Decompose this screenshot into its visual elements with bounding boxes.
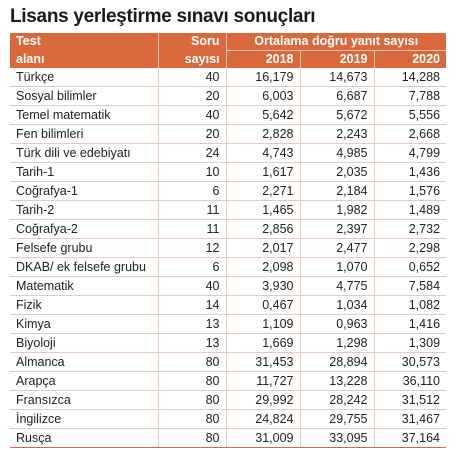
cell-2019: 29,755 (300, 410, 374, 429)
table-row (10, 429, 446, 448)
results-table (10, 33, 446, 448)
cell-soru: 40 (158, 68, 226, 87)
cell-test-name: Biyoloji (10, 334, 158, 353)
cell-2018: 31,453 (226, 353, 300, 372)
cell-2020: 2,668 (374, 125, 446, 144)
cell-soru: 6 (158, 258, 226, 277)
table-row (10, 391, 446, 410)
table-row (10, 296, 446, 315)
cell-2020: 1,416 (374, 315, 446, 334)
table-row (10, 315, 446, 334)
cell-2018: 6,003 (226, 87, 300, 106)
cell-2019: 2,035 (300, 163, 374, 182)
cell-2018: 1,465 (226, 201, 300, 220)
cell-2020: 1,436 (374, 163, 446, 182)
cell-2020: 14,288 (374, 68, 446, 87)
cell-2019: 33,095 (300, 429, 374, 448)
table-row (10, 68, 446, 87)
cell-2020: 7,584 (374, 277, 446, 296)
cell-2018: 4,743 (226, 144, 300, 163)
cell-2020: 1,489 (374, 201, 446, 220)
table-row (10, 334, 446, 353)
cell-test-name: Temel matematik (10, 106, 158, 125)
cell-soru: 11 (158, 201, 226, 220)
cell-soru: 80 (158, 429, 226, 448)
cell-2019: 1,070 (300, 258, 374, 277)
header-soru-line2: sayısı (158, 51, 226, 69)
cell-2020: 7,788 (374, 87, 446, 106)
cell-2018: 16,179 (226, 68, 300, 87)
cell-soru: 12 (158, 239, 226, 258)
cell-test-name: Sosyal bilimler (10, 87, 158, 106)
cell-soru: 6 (158, 182, 226, 201)
header-year-2020: 2020 (374, 51, 446, 69)
cell-soru: 20 (158, 87, 226, 106)
cell-2019: 4,775 (300, 277, 374, 296)
cell-2019: 1,982 (300, 201, 374, 220)
cell-test-name: Fen bilimleri (10, 125, 158, 144)
cell-test-name: DKAB/ ek felsefe grubu (10, 258, 158, 277)
cell-soru: 80 (158, 353, 226, 372)
cell-test-name: Fransızca (10, 391, 158, 410)
cell-test-name: Tarih-1 (10, 163, 158, 182)
cell-2018: 5,642 (226, 106, 300, 125)
cell-2020: 2,732 (374, 220, 446, 239)
cell-2019: 2,397 (300, 220, 374, 239)
cell-test-name: Tarih-2 (10, 201, 158, 220)
cell-2018: 2,271 (226, 182, 300, 201)
cell-2019: 13,228 (300, 372, 374, 391)
cell-soru: 13 (158, 334, 226, 353)
cell-2018: 1,109 (226, 315, 300, 334)
cell-2018: 29,992 (226, 391, 300, 410)
cell-2019: 28,242 (300, 391, 374, 410)
cell-2020: 1,309 (374, 334, 446, 353)
table-row (10, 277, 446, 296)
cell-test-name: Türk dili ve edebiyatı (10, 144, 158, 163)
cell-soru: 24 (158, 144, 226, 163)
header-year-2018: 2018 (226, 51, 300, 69)
cell-2020: 4,799 (374, 144, 446, 163)
table-row (10, 87, 446, 106)
cell-2019: 2,243 (300, 125, 374, 144)
cell-test-name: Türkçe (10, 68, 158, 87)
table-row (10, 353, 446, 372)
cell-2020: 2,298 (374, 239, 446, 258)
cell-2018: 2,098 (226, 258, 300, 277)
page-title: Lisans yerleştirme sınavı sonuçları (10, 6, 316, 27)
cell-test-name: Kimya (10, 315, 158, 334)
cell-soru: 14 (158, 296, 226, 315)
cell-2019: 1,034 (300, 296, 374, 315)
cell-2018: 24,824 (226, 410, 300, 429)
cell-test-name: Matematik (10, 277, 158, 296)
table-row (10, 163, 446, 182)
cell-test-name: Almanca (10, 353, 158, 372)
cell-2020: 36,110 (374, 372, 446, 391)
cell-test-name: İngilizce (10, 410, 158, 429)
cell-soru: 80 (158, 410, 226, 429)
cell-2020: 5,556 (374, 106, 446, 125)
cell-soru: 80 (158, 372, 226, 391)
table-row (10, 201, 446, 220)
header-group: Ortalama doğru yanıt sayısı (226, 33, 446, 51)
cell-soru: 10 (158, 163, 226, 182)
table-row (10, 372, 446, 391)
cell-2018: 2,856 (226, 220, 300, 239)
cell-2019: 14,673 (300, 68, 374, 87)
cell-2018: 31,009 (226, 429, 300, 448)
cell-2020: 31,467 (374, 410, 446, 429)
cell-test-name: Coğrafya-1 (10, 182, 158, 201)
cell-soru: 40 (158, 106, 226, 125)
header-test-line1: Test (10, 33, 158, 51)
cell-2019: 6,687 (300, 87, 374, 106)
table-row (10, 410, 446, 429)
table-row (10, 258, 446, 277)
cell-2019: 1,298 (300, 334, 374, 353)
cell-2020: 1,082 (374, 296, 446, 315)
header-test-line2: alanı (10, 51, 158, 69)
cell-test-name: Rusça (10, 429, 158, 448)
cell-2020: 1,576 (374, 182, 446, 201)
table-row (10, 182, 446, 201)
cell-2018: 2,017 (226, 239, 300, 258)
table-row (10, 239, 446, 258)
header-year-2019: 2019 (300, 51, 374, 69)
cell-2018: 2,828 (226, 125, 300, 144)
cell-soru: 13 (158, 315, 226, 334)
cell-test-name: Coğrafya-2 (10, 220, 158, 239)
cell-2018: 3,930 (226, 277, 300, 296)
cell-2018: 11,727 (226, 372, 300, 391)
table-row (10, 220, 446, 239)
cell-test-name: Fizik (10, 296, 158, 315)
cell-2020: 30,573 (374, 353, 446, 372)
cell-2018: 1,617 (226, 163, 300, 182)
cell-2019: 4,985 (300, 144, 374, 163)
cell-2020: 31,512 (374, 391, 446, 410)
cell-soru: 11 (158, 220, 226, 239)
table-row (10, 106, 446, 125)
cell-2019: 2,477 (300, 239, 374, 258)
cell-soru: 20 (158, 125, 226, 144)
cell-2019: 2,184 (300, 182, 374, 201)
table-row (10, 144, 446, 163)
cell-2018: 1,669 (226, 334, 300, 353)
cell-soru: 40 (158, 277, 226, 296)
cell-2019: 5,672 (300, 106, 374, 125)
cell-test-name: Felsefe grubu (10, 239, 158, 258)
table-header (10, 33, 446, 68)
cell-2018: 0,467 (226, 296, 300, 315)
cell-soru: 80 (158, 391, 226, 410)
cell-2020: 0,652 (374, 258, 446, 277)
table-row (10, 125, 446, 144)
cell-test-name: Arapça (10, 372, 158, 391)
cell-2020: 37,164 (374, 429, 446, 448)
table-body (10, 68, 446, 448)
cell-2019: 28,894 (300, 353, 374, 372)
header-soru-line1: Soru (158, 33, 226, 51)
cell-2019: 0,963 (300, 315, 374, 334)
